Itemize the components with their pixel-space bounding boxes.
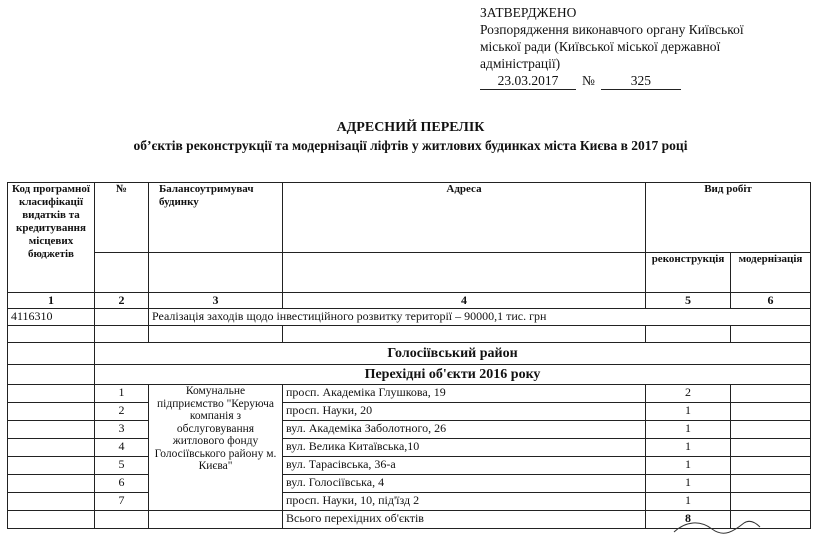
approval-number: 325 <box>601 72 681 90</box>
row-number: 6 <box>95 475 149 493</box>
row-reconstruction: 1 <box>646 457 731 475</box>
group-row <box>8 365 811 385</box>
row-number: 1 <box>95 385 149 403</box>
signature-mark <box>672 517 762 534</box>
row-number: 3 <box>95 421 149 439</box>
row-number: 5 <box>95 457 149 475</box>
table-row <box>8 457 811 475</box>
approval-block <box>480 4 810 90</box>
table-row <box>8 403 811 421</box>
row-number: 7 <box>95 493 149 511</box>
subheader-row <box>8 253 811 293</box>
row-reconstruction: 1 <box>646 493 731 511</box>
row-reconstruction: 1 <box>646 475 731 493</box>
row-address: вул. Велика Китаївська,10 <box>283 439 646 457</box>
address-table <box>7 182 811 529</box>
approval-line-1: Розпорядження виконавчого органу Київської <box>480 22 744 37</box>
table-row <box>8 385 811 403</box>
row-address: вул. Академіка Заболотного, 26 <box>283 421 646 439</box>
program-row <box>8 309 811 326</box>
table-row <box>8 439 811 457</box>
header-num: № <box>95 183 149 253</box>
column-number-row <box>8 293 811 309</box>
row-address: вул. Голосіївська, 4 <box>283 475 646 493</box>
program-code: 4116310 <box>8 309 95 326</box>
balance-holder: Комунальне підприємство "Керуюча компанія з обслуговування житлового фонду Голосіївського району м. Києва" <box>149 385 283 511</box>
approval-line-2: міської ради (Київської міської державної <box>480 39 721 54</box>
header-address: Адреса <box>283 183 646 253</box>
header-works: Вид робіт <box>646 183 811 253</box>
row-address: вул. Тарасівська, 36-а <box>283 457 646 475</box>
col-number: 5 <box>646 293 731 309</box>
document-title: АДРЕСНИЙ ПЕРЕЛІК <box>336 120 485 135</box>
number-sign: № <box>582 73 595 88</box>
document-subtitle: об’єктів реконструкції та модернізації ліфтів у житлових будинках міста Києва в 2017 році <box>133 138 688 153</box>
program-text: Реалізація заходів щодо інвестиційного розвитку території – 90000,1 тис. грн <box>149 309 811 326</box>
district-row <box>8 343 811 365</box>
header-reconstruction: реконструкція <box>646 253 731 293</box>
district-title: Голосіївський район <box>95 343 811 365</box>
table-row <box>8 493 811 511</box>
row-address: просп. Академіка Глушкова, 19 <box>283 385 646 403</box>
col-number: 6 <box>731 293 811 309</box>
header-holder: Балансоутримувач будинку <box>149 183 283 253</box>
row-reconstruction: 1 <box>646 439 731 457</box>
col-number: 3 <box>149 293 283 309</box>
col-number: 2 <box>95 293 149 309</box>
approval-title: ЗАТВЕРДЖЕНО <box>480 5 577 20</box>
header-modernization: модернізація <box>731 253 811 293</box>
row-reconstruction: 1 <box>646 421 731 439</box>
header-row <box>8 183 811 253</box>
table-row <box>8 421 811 439</box>
row-reconstruction: 1 <box>646 403 731 421</box>
col-number: 1 <box>8 293 95 309</box>
table-row <box>8 475 811 493</box>
group-title: Перехідні об'єкти 2016 року <box>95 365 811 385</box>
total-value: 8 <box>646 511 731 529</box>
col-number: 4 <box>283 293 646 309</box>
approval-date: 23.03.2017 <box>480 72 576 90</box>
empty-row <box>8 326 811 343</box>
row-number: 2 <box>95 403 149 421</box>
row-reconstruction: 2 <box>646 385 731 403</box>
approval-date-line <box>480 72 810 90</box>
row-number: 4 <box>95 439 149 457</box>
header-code: Код програмної класифікації видатків та кредитування місцевих бюджетів <box>8 183 95 293</box>
row-address: просп. Науки, 10, під'їзд 2 <box>283 493 646 511</box>
approval-line-3: адміністрації) <box>480 56 561 71</box>
row-address: просп. Науки, 20 <box>283 403 646 421</box>
total-label: Всього перехідних об'єктів <box>283 511 646 529</box>
